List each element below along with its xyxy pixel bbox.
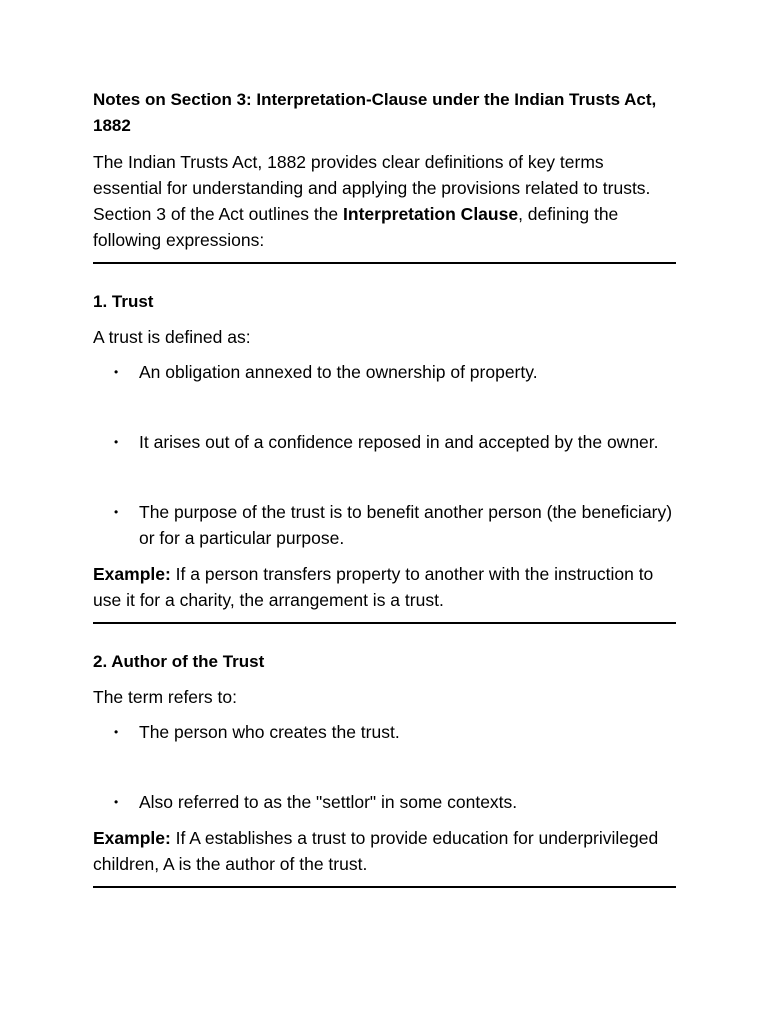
document-page <box>93 87 676 888</box>
intro-paragraph <box>93 149 676 253</box>
example-label: Example: <box>93 828 171 848</box>
document-title: Notes on Section 3: Interpretation-Clause under the Indian Trusts Act, 1882 <box>93 90 657 135</box>
section-divider <box>93 622 676 624</box>
bullet-icon: • <box>114 725 119 739</box>
list-item <box>93 359 676 385</box>
example-paragraph <box>93 561 676 613</box>
bullet-icon: • <box>114 795 119 809</box>
intro-bold-term: Interpretation Clause <box>343 204 519 224</box>
example-paragraph <box>93 825 676 877</box>
section-heading: 2. Author of the Trust <box>93 652 265 671</box>
list-item-text: It arises out of a confidence reposed in and accepted by the owner. <box>139 432 659 452</box>
section-trust <box>93 289 676 613</box>
list-item <box>93 429 676 455</box>
list-item <box>93 719 676 745</box>
list-item-text: The person who creates the trust. <box>139 722 400 742</box>
section-divider <box>93 886 676 888</box>
section-lead: The term refers to: <box>93 687 237 707</box>
intro-text-end: , defining the following expressions: <box>93 204 619 250</box>
bullet-list <box>93 359 676 551</box>
section-heading: 1. Trust <box>93 292 154 311</box>
list-item <box>93 499 676 551</box>
example-text: If A establishes a trust to provide education for underprivileged children, A is the author of the trust. <box>93 828 659 874</box>
bullet-icon: • <box>114 435 119 449</box>
bullet-list <box>93 719 676 815</box>
section-divider <box>93 262 676 264</box>
list-item <box>93 789 676 815</box>
list-item-text: Also referred to as the "settlor" in some contexts. <box>139 792 518 812</box>
section-author-of-trust <box>93 649 676 877</box>
example-text: If a person transfers property to another with the instruction to use it for a charity, the arrangement is a trust. <box>93 564 654 610</box>
bullet-icon: • <box>114 365 119 379</box>
bullet-icon: • <box>114 505 119 519</box>
intro-text-start: The Indian Trusts Act, 1882 provides clear definitions of key terms essential for understanding and applying the provisions related to trusts. Section 3 of the Act outlines the <box>93 152 651 224</box>
example-label: Example: <box>93 564 171 584</box>
list-item-text: An obligation annexed to the ownership of property. <box>139 362 538 382</box>
section-lead: A trust is defined as: <box>93 327 251 347</box>
list-item-text: The purpose of the trust is to benefit another person (the beneficiary) or for a particular purpose. <box>139 502 673 548</box>
